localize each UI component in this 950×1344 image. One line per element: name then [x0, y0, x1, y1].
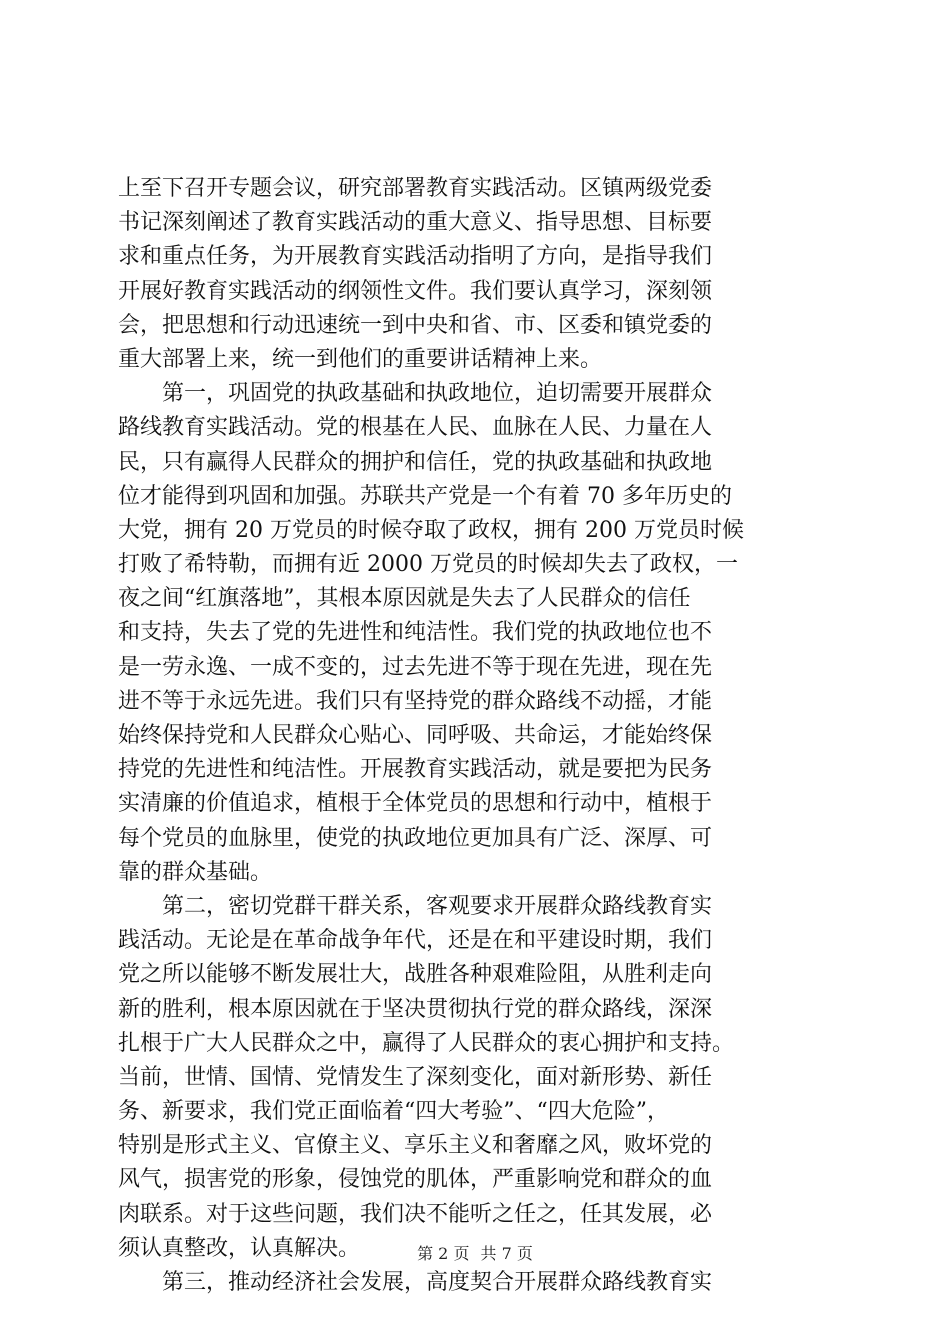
text-line: 上至下召开专题会议，研究部署教育实践活动。区镇两级党委: [118, 176, 713, 201]
text-line: 民，只有赢得人民群众的拥护和信任，党的执政基础和执政地: [118, 449, 713, 475]
text-line: 持党的先进性和纯洁性。开展教育实践活动，就是要把为民务: [118, 757, 713, 783]
text-line: 始终保持党和人民群众心贴心、同呼吸、共命运，才能始终保: [118, 723, 713, 748]
text-line: 路线教育实践活动。党的根基在人民、血脉在人民、力量在人: [118, 415, 713, 441]
text-line: 须认真整改，认真解决。: [118, 1235, 361, 1261]
text-line: 第三，推动经济社会发展，高度契合开展群众路线教育实: [118, 1270, 713, 1295]
text-line: 书记深刻阐述了教育实践活动的重大意义、指导思想、目标要: [118, 210, 713, 236]
text-line: 实清廉的价值追求，植根于全体党员的思想和行动中，植根于: [118, 791, 713, 817]
text-line: 践活动。无论是在革命战争年代，还是在和平建设时期，我们: [118, 928, 713, 954]
text-line: 肉联系。对于这些问题，我们决不能听之任之，任其发展，必: [118, 1201, 713, 1227]
document-body: [118, 172, 830, 1300]
text-line: 靠的群众基础。: [118, 859, 273, 885]
text-line: 会，把思想和行动迅速统一到中央和省、市、区委和镇党委的: [118, 312, 713, 338]
page-total: 共 7 页: [480, 1244, 533, 1263]
text-line: 党之所以能够不断发展壮大，战胜各种艰难险阻，从胜利走向: [118, 962, 713, 988]
text-line: 第一，巩固党的执政基础和执政地位，迫切需要开展群众: [118, 381, 713, 407]
text-line: 进不等于永远先进。我们只有坚持党的群众路线不动摇，才能: [118, 688, 713, 714]
text-line: 当前，世情、国情、党情发生了深刻变化，面对新形势、新任: [118, 1064, 713, 1090]
page-number: 第 2 页: [417, 1244, 470, 1263]
text-line: 夜之间“红旗落地”，其根本原因就是失去了人民群众的信任: [118, 586, 691, 612]
text-line: 和支持，失去了党的先进性和纯洁性。我们党的执政地位也不: [118, 620, 713, 646]
page-footer: [0, 1244, 950, 1264]
text-line: 务、新要求，我们党正面临着“四大考验”、“四大危险”，: [118, 1099, 669, 1125]
text-line: 大党，拥有 20 万党员的时候夺取了政权，拥有 200 万党员时候: [118, 517, 744, 543]
text-line: 风气，损害党的形象，侵蚀党的肌体，严重影响党和群众的血: [118, 1167, 713, 1193]
text-line: 求和重点任务，为开展教育实践活动指明了方向，是指导我们: [118, 244, 713, 270]
text-line: 特别是形式主义、官僚主义、享乐主义和奢靡之风，败坏党的: [118, 1133, 713, 1159]
text-line: 打败了希特勒，而拥有近 2000 万党员的时候却失去了政权，一: [118, 552, 738, 578]
text-line: 第二，密切党群干群关系，客观要求开展群众路线教育实: [118, 893, 713, 919]
text-line: 扎根于广大人民群众之中，赢得了人民群众的衷心拥护和支持。: [118, 1030, 735, 1056]
text-line: 开展好教育实践活动的纲领性文件。我们要认真学习，深刻领: [118, 278, 713, 304]
text-line: 位才能得到巩固和加强。苏联共产党是一个有着 70 多年历史的: [118, 483, 732, 509]
text-line: 重大部署上来，统一到他们的重要讲话精神上来。: [118, 346, 603, 372]
text-line: 每个党员的血脉里，使党的执政地位更加具有广泛、深厚、可: [118, 825, 713, 851]
text-line: 新的胜利，根本原因就在于坚决贯彻执行党的群众路线，深深: [118, 996, 713, 1022]
text-line: 是一劳永逸、一成不变的，过去先进不等于现在先进，现在先: [118, 654, 713, 680]
